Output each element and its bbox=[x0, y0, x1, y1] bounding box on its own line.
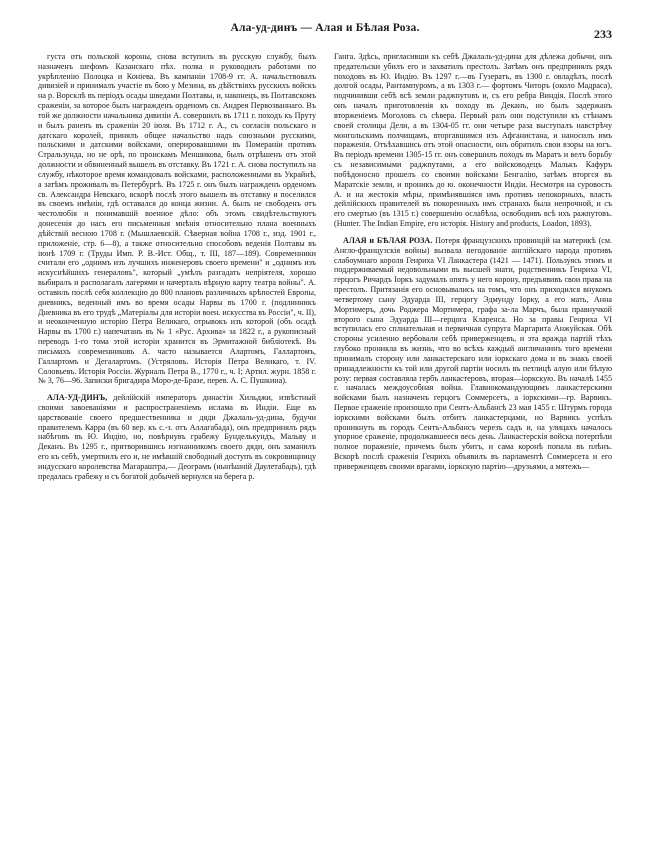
paragraph-spacer bbox=[38, 386, 316, 393]
text-columns bbox=[38, 52, 612, 842]
page-header bbox=[38, 22, 612, 42]
paragraph: Ганга. Здѣсь, пригласивши къ себѣ Джалаль-уд-дина для дѣлежа добычи, онъ предательски убилъ его и захватилъ престолъ. Затѣмъ онъ предпринялъ рядъ походовъ въ Ю. Индію. Въ 1297 г.—въ Гузератъ, въ 1300 г. овладѣлъ, послѣ долгой осады, Рантампуромъ, а въ 1303 г.— фортомъ Читоръ (около Мадраса), подчинивши себѣ всѣ земли раджпутовъ и, съ его ребра Виндія. Послѣ этого онъ началъ приготовленія къ походу въ Деканъ, но былъ задержанъ вторженіемъ Моголовъ съ сѣвера. Первый разъ они подступили къ стѣнамъ своей столицы Дели, а въ 1304-05 гг. они четыре раза выступалъ навстрѣчу монгольскимъ полчищамъ, втоpгавшимся изъ Афганистана, и наносилъ имъ пораженія. Отъѣхавшись отъ этой опасности, онъ обратилъ свои взоры на югъ. Въ періодъ времени 1305-15 гг. онъ совершилъ походъ въ Маратъ и велъ борьбу съ независимыми раджпутами, а его войсководецъ Малькъ Кафуръ побѣдоносно прошелъ со своими войсками Бенгалію, затѣмъ вторгся въ Маратскіе земли, и проникъ до ю. оконечности Индіи. Несмотря на суровость А. и на жестокія мѣры, примѣнявшіяся имъ противъ непокорныхъ, власть дейлійскихъ правителей въ покоренныхъ имъ странахъ была непрочной, и съ его смертью (въ 1315 г.) совершенію ослабѣла, освободивъ всѣ ихъ ражпутовъ. (Hunter. The Indian Empire, его исторія. History and products, Loadon, 1893). bbox=[334, 52, 612, 229]
page-number: 233 bbox=[594, 27, 612, 41]
left-column bbox=[38, 52, 316, 842]
entry-ala-ud-din: АЛА-УД-ДИНЪ, дейлійскій императоръ династіи Хильджи, извѣстный своими завоеваніями и распространеніемъ ислама въ Индіи. Еще въ царствованіе своего предшественника и дяди Джалаль-уд-дина, будучи правителемъ Карра (въ 60 вер. къ с.-з. отъ Аллагабада), онъ предпринялъ рядъ набѣговъ въ Ю. Индію, но, повѣрнувъ грабежу Бунделькундъ, Мальву и Деканъ. Въ 1295 г., притворившись изгнанникомъ своего дяди, онъ заманилъ его къ себѣ, умертвилъ его и, не имѣвшій свободный доступъ въ сокровищницу индусскаго королевства Магараштра,— Деограмъ (нынѣшній Даулетабадъ), гдѣ предалась грабежу и съ богатой добычей вернулся на берега р. bbox=[38, 393, 316, 481]
entry-alaya-belaya-roza: АЛАЯ и БѢЛАЯ РОЗА. Потеря французскихъ провинцій на материкѣ (см. Англо-французскія войны) вызвала негодованіе англійскаго народа противъ слабоумнаго короля Генриха VI Ланкастера (1421 — 1471). Пользуясь этимъ и поддерживаемый недовольными въ высшей знати, родственникъ Генриха VI, герцогъ Ричардъ Іоркъ задумалъ опять у него корону, предъявивъ свои права на престолъ. Притязанія его основывались на томъ, что онъ приходился внукомъ четвертому сыну Эдуарда III, герцогу Эдмунду Іорку, а его мать, Анна Мортимеръ, дочь Роджера Мортимера, графа за-ла Марчъ, была правнучкой второго сына Эдуарда III—герцога Кларенса. Но за правы Генриха VI вступилась его сплиательная и первичная супруга Маргарита Анжуйская. Обѣ стороны усиленно вербовали себѣ приверженцевъ, и эта вражда партій тѣхъ глубоко проникла въ жизнь, что во всѣхъ каждый англичанинъ того времени принималъ сторону или ланкастерскаго или іоркскаго дома и въ знакъ своей принадлежности къ той или другой партіи носилъ въ петлицѣ алую или бѣлую розу: первая составляла гербъ ланкастеровъ, вторая—іоркскую. Въ началѣ 1455 г. началась междоусобная война. Главнокомандующимъ ланкастерскими войсками былъ назначенъ герцогъ Соммерсетъ, а іоркскими—гр. Варвикъ. Первое сраженіе произошло при Сентъ-Альбансѣ 23 мая 1455 г. Штурмъ города іоркскими войсками былъ отбитъ ланкастерцами, но Варвикъ успѣлъ проникнуть въ городъ Сентъ-Альбансъ черезъ садъ и, на улицахъ началось упорное сраженіе, продолжавшееся весь день. Ланкастерскія войска потерпѣли полное пораженіе, причемъ былъ убитъ, и сама коронѣ попала въ плѣнъ. Вскорѣ послѣ сраженія Генрихъ объявилъ въ парламентѣ Соммерсета и его приверженцевъ своими врагами, іоркскую партію—друзьями, а мятежъ— bbox=[334, 235, 613, 471]
right-column bbox=[334, 52, 612, 842]
paragraph-spacer bbox=[334, 229, 612, 236]
paragraph: густа отъ польской короны, снова вступилъ въ русскую службу, былъ назначенъ шефомъ Казанскаго пѣх. полка и руководилъ работами по укрѣпленію Полоцка и Коніева. Въ кампаніи 1708-9 гг. А. начальствовалъ дивизіей и принималъ участіе въ бою у Мезина, въ дѣйствіяхъ русскихъ войскъ на р. Ворсклѣ въ періодъ осады шведами Полтавы, и, наконецъ, въ Полтавскомъ сраженіи, за которое былъ награжденъ орденомъ св. Андрея Первозваннаго. Въ той же должности начальника дивизіи А. совершилъ въ 1711 г. походъ къ Пруту и былъ раненъ въ сраженіи 20 іюля. Въ 1712 г. А., съ согласія польскаго и датскаго королей, принялъ общее начальство надъ союзными русскими, польскими и датскими войсками, оперировавшими въ Помераніи противъ Стральзунда, но не орѣ, по проискамъ Меншикова, былъ отрѣшенъ отъ этой должности и обвиненный вышелъ въ отставку. Въ 1721 г. А. снова поступилъ на службу, нѣкоторое время командовалъ войсками, расположенными въ Украйнѣ, а затѣмъ проживалъ въ Петербургѣ. Въ 1725 г. онъ былъ награжденъ орденомъ св. Александра Невскаго, вскорѣ послѣ этого вышелъ въ отставку и поселился въ своемъ имѣніи, гдѣ оставался до конца жизни. А. былъ не свободенъ отъ честолюбія и понимавшій военное дѣло: объ этомъ свидѣтельствуютъ донесенія до насъ его письменныя мнѣнія относительно плана военныхъ дѣйствій весною 1708 г. (Мышлаевскій. Сѣверная война 1708 г., изд. 1901 г., приложеніе, стр. 6—8), а также относительно способовъ веденія Полтавы въ іюнѣ 1709 г. (Труды Имп. Р. В.-Ист. Общ., т. III, 187—189). Современники считали его „однимъ изъ лучшихъ инженеровъ своего времени" и „однимъ изъ искуснѣйшихъ генераловъ", который „умѣлъ разгадать непріятеля, хорошо выбиралъ и располагалъ лагерями и начерталъ вѣрную карту театра войны". А. оставилъ послѣ себя коллекцію до 800 плановъ различныхъ крѣпостей Европы, дневникъ, веденный имъ во время осады Нарвы въ 1700 г. (подлинникъ Дневника въ его трудѣ „Матеріалы для исторіи воен. искусства въ Россіи", ч. II), и неоконченную исторію Петра Великаго, отрывокъ изъ которой (объ осадѣ Нарвы въ 1700 г.) напечатанъ въ № 1 «Рус. Архива» за 1822 г., а рукописный переводъ 1-го тома этой исторіи хранится въ Эрмитажной библіотекѣ. Въ письмахъ современниковъ А. часто называется Алартомъ, Галлартомъ, Галлартомъ и Дегалартомъ. (Устряловъ. Исторія Петра Великаго, т. IV. Соловьевъ. Исторія Россіи. Журналъ Петра В., 1770 г., ч. I; Артил. журн. 1858 г. № 3, 76—96. Записки бригадира Моро-де-Бразе, перев. А. С. Пушкина). bbox=[38, 52, 316, 386]
running-title: Ала-уд-динъ — Алая и Бѣлая Роза. bbox=[230, 22, 420, 34]
